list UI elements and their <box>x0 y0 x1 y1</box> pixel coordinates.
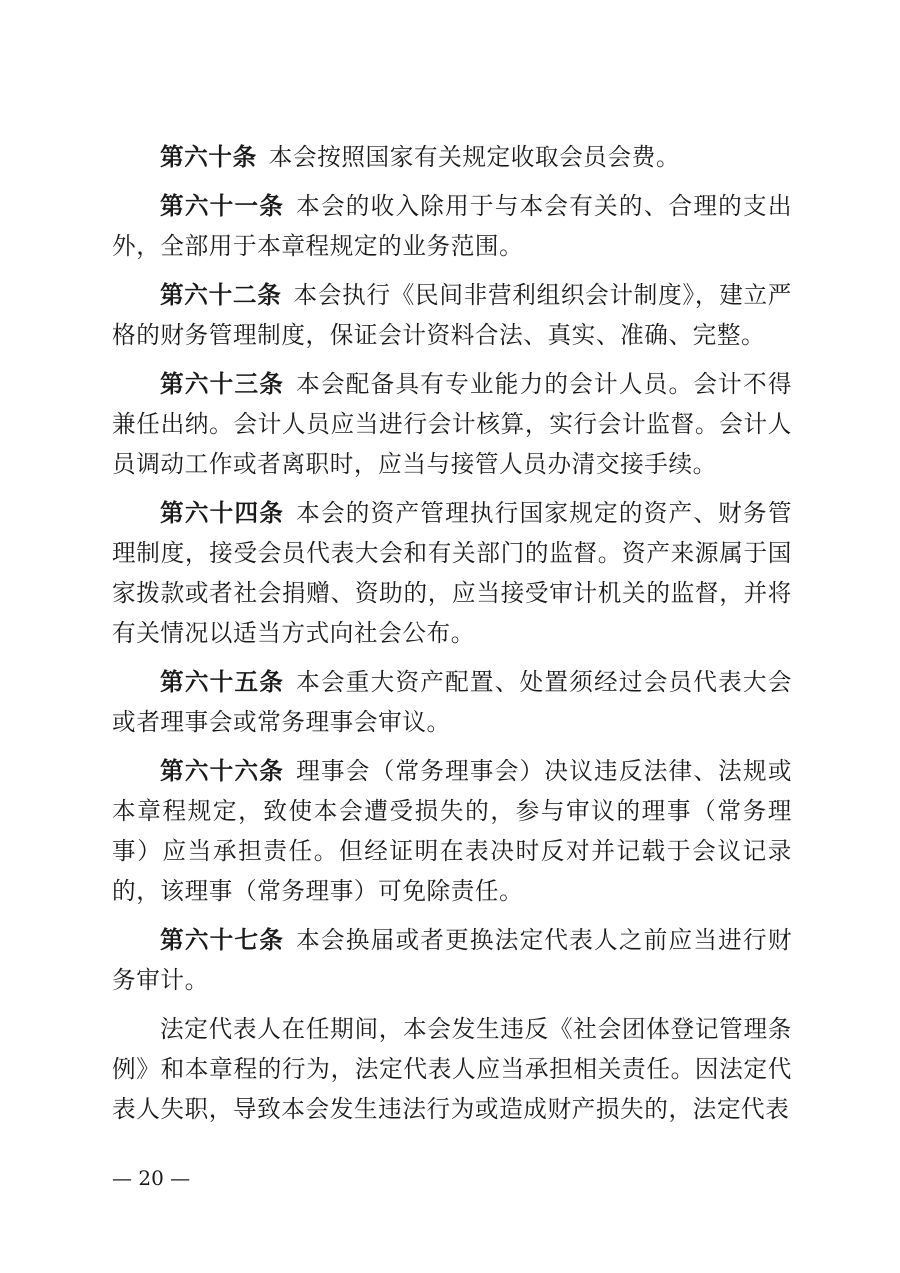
paragraph-text: 法定代表人在任期间，本会发生违反《社会团体登记管理条例》和本章程的行为，法定代表人应当承担相关责任。因法定代表人失职，导致本会发生违法行为或造成财产损失的，法定代表 <box>112 1015 792 1123</box>
article-60 <box>112 137 792 177</box>
continuation-paragraph <box>112 1009 792 1129</box>
article-heading: 第六十六条 <box>160 757 285 785</box>
article-text: 理事会（常务理事会）决议违反法律、法规或本章程规定，致使本会遭受损失的，参与审议的理事（常务理事）应当承担责任。但经证明在表决时反对并记载于会议记录的，该理事（常务理事）可免除责任。 <box>112 757 793 905</box>
article-64 <box>112 493 792 653</box>
article-text: 本会执行《民间非营利组织会计制度》，建立严格的财务管理制度，保证会计资料合法、真实、准确、完整。 <box>112 281 792 349</box>
document-body <box>112 137 792 1138</box>
article-66 <box>112 751 792 911</box>
article-65 <box>112 662 792 742</box>
article-63 <box>112 364 792 484</box>
article-text: 本会的资产管理执行国家规定的资产、财务管理制度，接受会员代表大会和有关部门的监督。资产来源属于国家拨款或者社会捐赠、资助的，应当接受审计机关的监督，并将有关情况以适当方式向社会公布。 <box>112 499 793 647</box>
article-heading: 第六十四条 <box>160 499 285 527</box>
page-number: 20 <box>138 1166 164 1190</box>
article-67 <box>112 920 792 1000</box>
article-text: 本会按照国家有关规定收取会员会费。 <box>268 143 681 171</box>
footer-dash-right: — <box>170 1166 191 1190</box>
article-text: 本会配备具有专业能力的会计人员。会计不得兼任出纳。会计人员应当进行会计核算，实行会计监督。会计人员调动工作或者离职时，应当与接管人员办清交接手续。 <box>112 370 793 478</box>
article-61 <box>112 186 792 266</box>
article-text: 本会重大资产配置、处置须经过会员代表大会或者理事会或常务理事会审议。 <box>112 668 793 736</box>
article-text: 本会的收入除用于与本会有关的、合理的支出外，全部用于本章程规定的业务范围。 <box>112 192 793 260</box>
article-heading: 第六十一条 <box>160 192 285 220</box>
article-62 <box>112 275 792 355</box>
article-heading: 第六十二条 <box>160 281 282 309</box>
article-heading: 第六十七条 <box>160 926 285 954</box>
footer-dash-left: — <box>112 1166 132 1190</box>
article-heading: 第六十条 <box>160 143 257 171</box>
page-footer <box>112 1164 190 1192</box>
article-heading: 第六十五条 <box>160 668 285 696</box>
article-text: 本会换届或者更换法定代表人之前应当进行财务审计。 <box>112 926 793 994</box>
article-heading: 第六十三条 <box>160 370 285 398</box>
